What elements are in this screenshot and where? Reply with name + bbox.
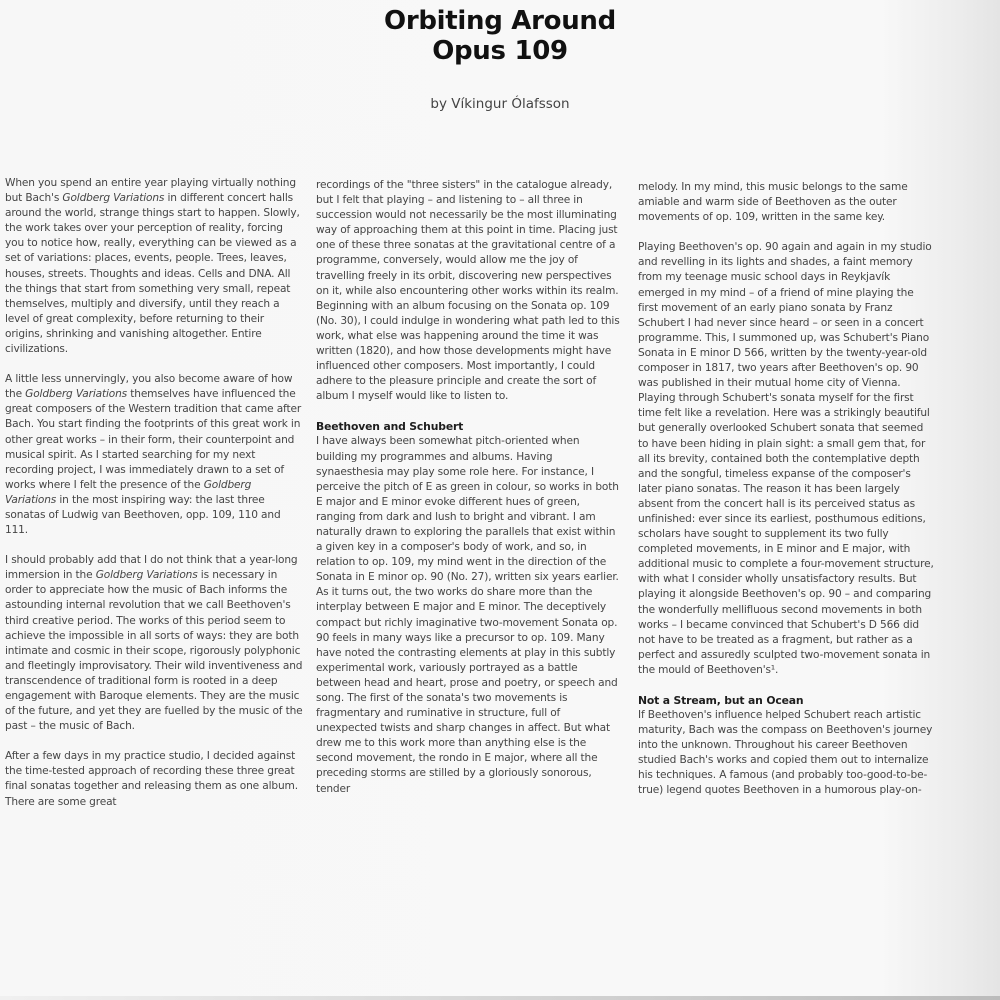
text-run: in the most inspiring way: the last three sonatas of Ludwig van Beethoven, opp. 109, 110 and 111.	[5, 493, 281, 537]
article-header	[0, 6, 1000, 112]
paragraph: I have always been somewhat pitch-oriented when building my programmes and albums. Having synaesthesia may play some role here. For instance, I perceive the pitch of E as green in colour, so works in both E major and E minor evoke different hues of green, ranging from dark and lush to bright and vibrant. I am naturally drawn to exploring the parallels that exist within a given key in a composer's body of work, and so, in relation to op. 109, my mind went in the direction of the Sonata in E minor op. 90 (No. 27), written six years earlier. As it turns out, the two works do share more than the interplay between E major and E minor. The deceptively compact but richly imaginative two-movement Sonata op. 90 feels in many ways like a precursor to op. 109. Many have noted the contrasting elements at play in this subtly experimental work, variously portrayed as a battle between head and heart, prose and poetry, or speech and song. The first of the sonata's two movements is fragmentary and ruminative in structure, full of unexpected twists and sharp changes in affect. But what drew me to this work more than anything else is the second movement, the rondo in E major, where all the preceding storms are stilled by a gloriously sonorous, tender	[316, 435, 619, 795]
paragraph	[5, 176, 305, 357]
work-title: Goldberg Variations	[25, 388, 128, 401]
text-run: When you spend an entire year playing virtually nothing but Bach's	[5, 177, 296, 205]
text-run: A little less unnervingly, you also become aware of how the	[5, 373, 293, 401]
paragraph: Playing Beethoven's op. 90 again and again in my studio and revelling in its lights and shades, a faint memory from my teenage music school days in Reykjavík emerged in my mind – of a friend of mine playing the first movement of an early piano sonata by Franz Schubert I had never since heard – or seen in a concert programme. This, I summoned up, was Schubert's Piano Sonata in E minor D 566, written by the twenty-year-old composer in 1817, two years after Beethoven's op. 90 was published in their mutual home city of Vienna. Playing through Schubert's sonata myself for the first time felt like a revelation. Here was a strikingly beautiful but generally overlooked Schubert sonata that seemed to have been hiding in plain sight: a small gem that, for all its brevity, contained both the contemplative depth and the songful, timeless expanse of the composer's later piano sonatas. The reason it has been largely absent from the concert hall is its perceived status as unfinished: ever since its earliest, posthumous editions, scholars have sought to supplement its two fully completed movements, in E minor and E major, with additional music to complete a four-movement structure, with what I consider wholly unsatisfactory results. But playing it alongside Beethoven's op. 90 – and comparing the wonderfully mellifluous second movements in both works – I became convinced that Schubert's D 566 did not have to be treated as a fragment, but rather as a perfect and assuredly sculpted two-movement sonata in the mould of Beethoven's¹.	[638, 241, 934, 676]
work-title: Goldberg Variations	[5, 478, 252, 506]
work-title: Goldberg Variations	[95, 569, 198, 582]
article-title	[0, 6, 1000, 66]
text-column-1	[5, 176, 305, 825]
paragraph: recordings of the "three sisters" in the catalogue already, but I felt that playing – and listening to – all three in succession would not necessarily be the most illuminating way of approaching them at this point in time. Placing just one of these three sonatas at the gravitational centre of a programme, conversely, would allow me the joy of travelling freely in its orbit, discovering new perspectives on it, while also encountering other works within its realm. Beginning with an album focusing on the Sonata op. 109 (No. 30), I could indulge in wondering what path led to this work, what else was happening around the time it was written (1820), and how those developments might have influenced other composers. Most importantly, I could adhere to the pleasure principle and create the sort of album I myself would like to listen to.	[316, 179, 620, 403]
work-title: Goldberg Variations	[62, 192, 165, 205]
section-heading: Beethoven and Schubert	[316, 420, 464, 434]
text-run: themselves have influenced the great composers of the Western tradition that came after Bach. You start finding the footprints of this great work in other great works – in their form, their counterpoint and musical spirit. As I started searching for my next recording project, I was immediately drawn to a set of works where I felt the presence of the	[5, 388, 302, 491]
paragraph	[5, 372, 305, 538]
text-run: in different concert halls around the world, strange things start to happen. Slowly, the work takes over your perception of reality, forcing you to notice how, really, everything can be viewed as a set of variations: places, events, people. Trees, leaves, houses, streets. Thoughts and ideas. Cells and DNA. All the things that start from something very small, repeat themselves, multiply and diversify, until they reach a level of great complexity, before returning to their origins, shrinking and vanishing altogether. Entire civilizations.	[5, 192, 300, 356]
text-column-3	[638, 180, 934, 814]
page-edge-shadow	[0, 996, 1000, 1000]
paragraph: If Beethoven's influence helped Schubert reach artistic maturity, Bach was the compass on Beethoven's journey into the unknown. Throughout his career Beethoven studied Bach's works and copied them out to internalize his techniques. A famous (and probably too-good-to-be-true) legend quotes Beethoven in a humorous play-on-	[638, 709, 933, 797]
title-line-2: Opus 109	[432, 36, 568, 66]
text-column-2	[316, 178, 622, 812]
paragraph: After a few days in my practice studio, I decided against the time-tested approach of recording these three great final sonatas together and releasing them as one album. There are some great	[5, 750, 298, 808]
text-run: I should probably add that I do not think that a year-long immersion in the	[5, 554, 298, 582]
paragraph: melody. In my mind, this music belongs to the same amiable and warm side of Beethoven as the outer movements of op. 109, written in the same key.	[638, 181, 908, 224]
text-run: is necessary in order to appreciate how the music of Bach informs the astounding internal revolution that we call Beethoven's third creative period. The works of this period seem to achieve the impossible in all sorts of ways: they are both intimate and cosmic in their scope, rigorously polyphonic and fleetingly improvisatory. Their wild inventiveness and transcendence of traditional form is rooted in a deep engagement with Baroque elements. They are the music of the future, and yet they are fuelled by the music of the past – the music of Bach.	[5, 569, 303, 733]
paragraph	[5, 553, 305, 734]
section-heading: Not a Stream, but an Ocean	[638, 694, 804, 707]
title-line-1: Orbiting Around	[384, 6, 616, 36]
author-byline: by Víkingur Ólafsson	[430, 96, 570, 112]
